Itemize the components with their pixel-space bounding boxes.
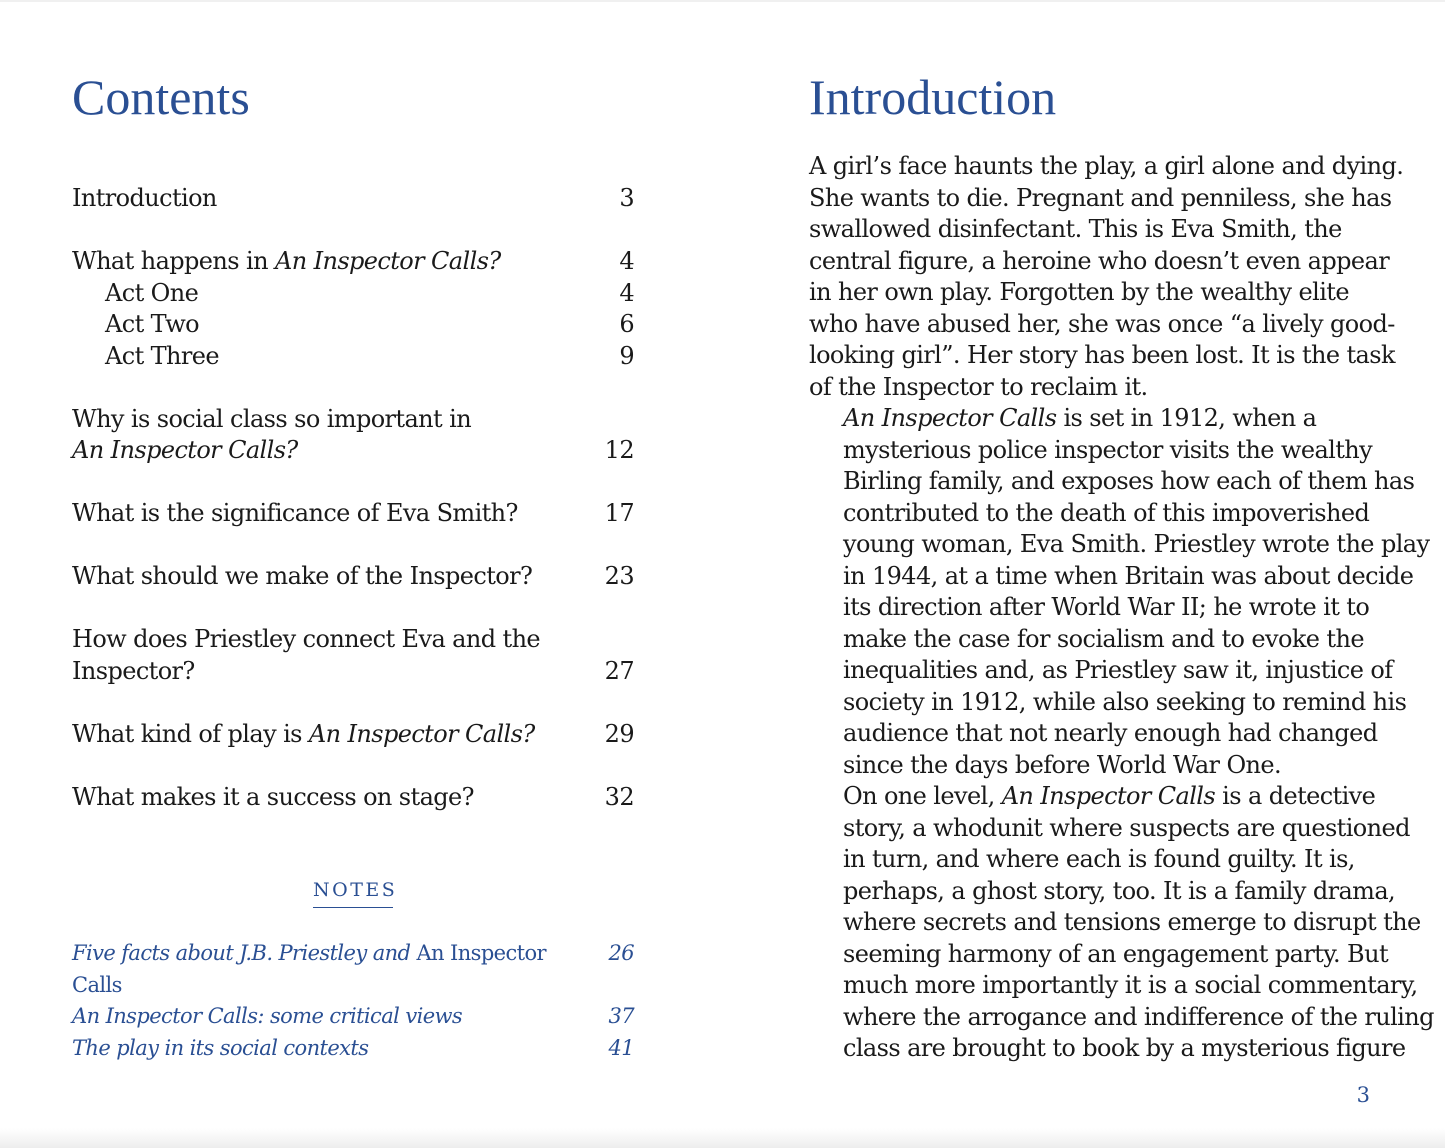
text-line: where secrets and tensions emerge to disrupt the [843,908,1421,936]
toc-entry-act-three[interactable] [72,341,634,373]
text-line: inequalities and, as Priestley saw it, injustice of [843,656,1393,684]
text-line: audience that not nearly enough had changed [843,719,1378,747]
toc-label [72,624,574,687]
note-page-number: 26 [608,941,634,965]
note-entry-five-facts[interactable] [72,938,634,1001]
toc-label: What is the significance of Eva Smith? [72,499,518,527]
toc-entry-social-class[interactable] [72,404,634,467]
text-line: since the days before World War One. [843,750,1282,779]
play-title: An Inspector Calls [843,404,1057,432]
page-number: 3 [1356,1083,1370,1107]
text-line: society in 1912, while also seeking to remind his [843,687,1407,716]
text-line: of the Inspector to reclaim it. [809,372,1148,401]
text-line [809,403,1379,435]
page-top-edge [0,0,1445,2]
toc-label: Act One [105,278,199,307]
note-entry-critical-views[interactable] [72,1001,634,1033]
note-page-number: 41 [608,1035,634,1060]
text-line: young woman, Eva Smith. Priestley wrote the play [843,530,1430,558]
toc-label: Act Two [105,310,199,338]
text-fragment: On one level, [843,782,1002,810]
toc-entry-act-one[interactable] [72,278,634,310]
note-label-italic: Five facts about J.B. Priestley and [72,941,417,965]
text-line: central figure, a heroine who doesn’t even appear [809,246,1390,275]
toc-label: What should we make of the Inspector? [72,562,533,590]
text-fragment: is set in 1912, when a [1056,404,1317,432]
text-line: A girl’s face haunts the play, a girl alone and dying. [809,152,1404,180]
toc-label-title: An Inspector Calls? [274,247,501,275]
toc-entry-inspector[interactable] [72,561,634,593]
text-fragment: is a detective [1215,782,1376,810]
text-line: class are brought to book by a mysterious figure [843,1034,1406,1062]
note-label [72,938,586,1001]
contents-title: Contents [72,69,250,125]
toc-label-text: What happens in [72,247,275,275]
text-line: contributed to the death of this impoverished [843,498,1370,527]
note-page-number: 37 [608,1004,634,1028]
toc-entry-introduction[interactable] [72,183,634,215]
text-line: swallowed disinfectant. This is Eva Smith, the [809,215,1342,243]
page-bottom-edge [0,1128,1445,1148]
toc-label-text: What kind of play is [72,719,309,748]
text-line: in her own play. Forgotten by the wealthy elite [809,278,1349,306]
toc-label-line: How does Priestley connect Eva and the [72,625,541,653]
text-line: much more importantly it is a social commentary, [843,971,1418,999]
toc-page-number: 32 [604,782,634,811]
toc-label: What makes it a success on stage? [72,782,474,811]
text-line: its direction after World War II; he wrote it to [843,593,1370,621]
text-line [809,781,1379,813]
toc-entry-kind-of-play[interactable] [72,719,634,751]
notes-list [72,938,634,1064]
text-line: in turn, and where each is found guilty. It is, [843,845,1355,873]
text-line: where the arrogance and indifference of the ruling [843,1002,1434,1031]
toc-entry-success-on-stage[interactable] [72,782,634,814]
toc-label-line: Inspector? [72,656,195,685]
table-of-contents [72,183,634,813]
text-line: in 1944, at a time when Britain was about decide [843,561,1414,590]
notes-underline [313,907,393,908]
play-title: An Inspector Calls [1001,782,1216,810]
toc-page-number: 4 [619,247,634,275]
toc-entry-what-happens[interactable] [72,246,634,278]
toc-entry-eva-smith[interactable] [72,498,634,530]
note-label-upright: An Inspector Calls [72,941,546,997]
toc-page-number: 6 [619,310,634,338]
toc-page-number: 12 [604,436,634,464]
toc-label [72,404,574,467]
text-line: She wants to die. Pregnant and penniless, she has [809,183,1392,212]
toc-label [72,246,574,278]
toc-entry-act-two[interactable] [72,309,634,341]
text-line: seeming harmony of an engagement party. But [843,939,1388,968]
toc-page-number: 27 [604,656,634,685]
text-line: Birling family, and exposes how each of them has [843,467,1415,495]
text-line: make the case for socialism and to evoke the [843,624,1364,653]
introduction-body [809,151,1434,1065]
paragraph-3 [809,781,1434,1065]
note-label: An Inspector Calls: some critical views [72,1004,463,1028]
text-line: who have abused her, she was once “a lively good- [809,309,1395,338]
toc-page-number: 3 [619,184,634,212]
toc-page-number: 17 [604,499,634,527]
text-line: mysterious police inspector visits the wealthy [843,435,1373,464]
toc-label: Act Three [105,341,219,370]
paragraph-2 [809,403,1430,781]
toc-page-number: 9 [619,341,634,370]
note-entry-social-contexts[interactable] [72,1033,634,1065]
notes-heading: NOTES [313,879,398,901]
text-line: perhaps, a ghost story, too. It is a family drama, [843,876,1396,905]
text-line: story, a whodunit where suspects are questioned [843,813,1410,842]
toc-label-title: An Inspector Calls? [72,436,298,464]
toc-page-number: 29 [604,719,634,748]
toc-label [72,719,574,751]
toc-label-title: An Inspector Calls? [308,719,535,748]
toc-page-number: 4 [619,278,634,307]
text-line: looking girl”. Her story has been lost. It is the task [809,341,1395,369]
toc-entry-connect-eva[interactable] [72,624,634,687]
toc-page-number: 23 [604,562,634,590]
toc-label: Introduction [72,184,217,212]
note-label: The play in its social contexts [72,1035,369,1060]
introduction-title: Introduction [809,69,1057,125]
paragraph-1 [809,151,1404,403]
toc-label-line: Why is social class so important in [72,404,472,433]
